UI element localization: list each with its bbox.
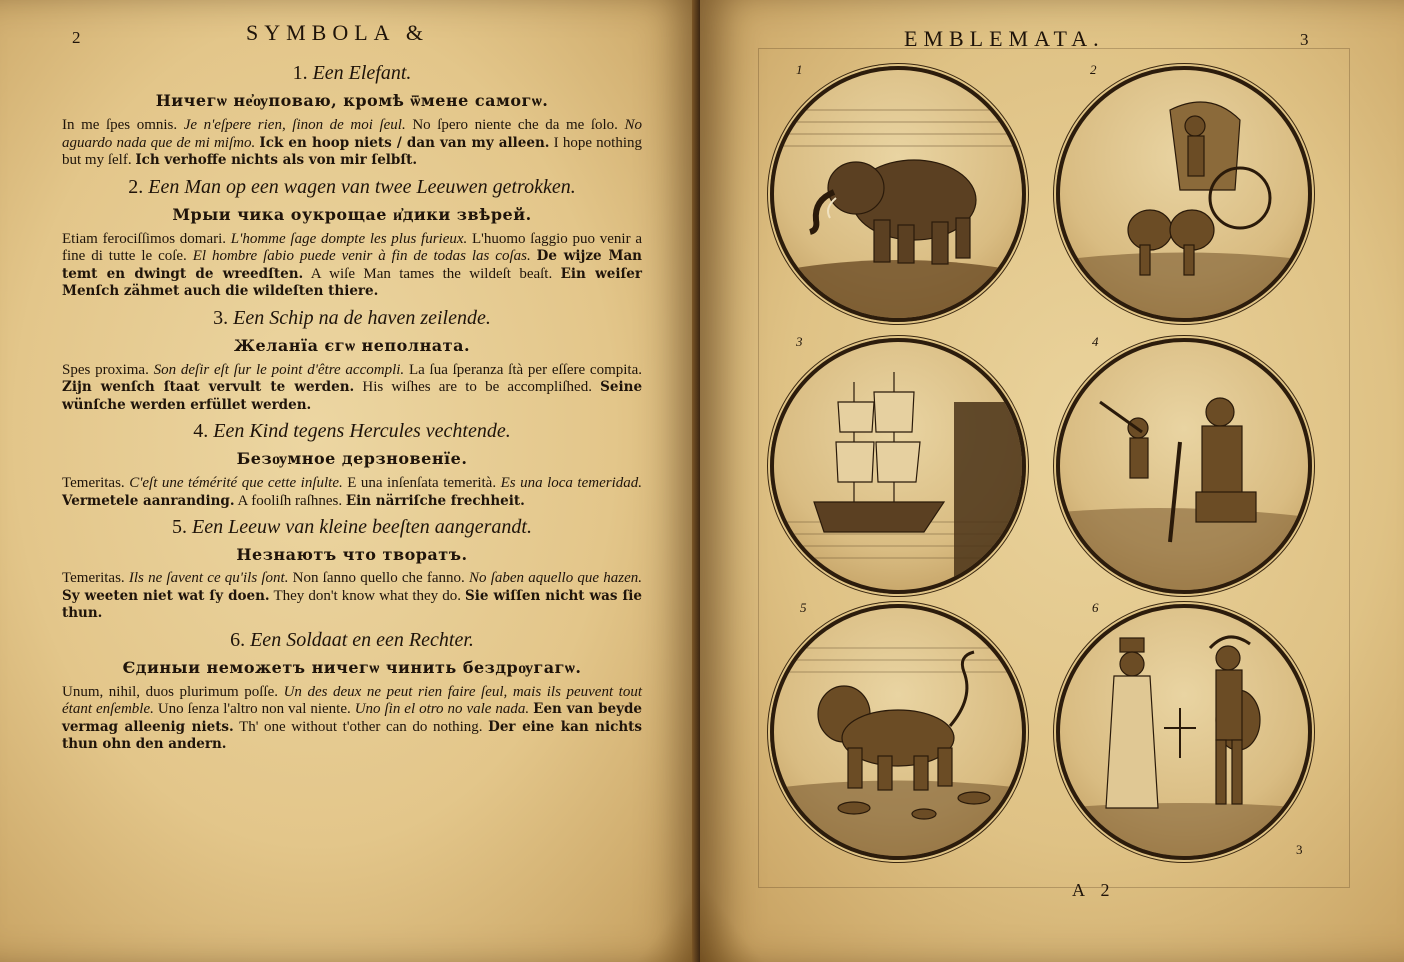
plate-corner-mark: 3 — [1296, 842, 1303, 857]
spanish-motto: Uno ſin el otro no vale nada. — [354, 701, 530, 717]
dutch-motto: Een van beyde vermag alleenig niets. — [62, 701, 642, 735]
english-motto: His wiſhes are to be accompliſhed. — [362, 379, 592, 395]
hercules-engraving — [1060, 342, 1308, 590]
medallion-hercules — [1056, 338, 1312, 594]
dutch-motto: Vermetele aanranding. — [62, 492, 235, 509]
medallion-lion — [770, 604, 1026, 860]
latin-motto: Spes proxima. — [62, 361, 149, 378]
italian-motto: Uno ſenza l'altro non val niente. — [157, 701, 351, 717]
entry-title — [62, 62, 642, 85]
medallion-number: 5 — [800, 600, 807, 615]
elephant-engraving — [774, 70, 1022, 318]
entry-3 — [62, 307, 642, 415]
entry-1 — [62, 62, 642, 170]
entry-slavonic-motto: Ничегѡ не҆ѹповаю, кромѣ ѿмене самогѡ. — [155, 91, 549, 110]
entry-title-text: Een Kind tegens Hercules vechtende. — [213, 420, 511, 442]
dutch-motto: Zijn wenſch ſtaat vervult te werden. — [62, 379, 355, 395]
latin-motto: In me ſpes omnis. — [62, 117, 178, 133]
ship-engraving — [774, 342, 1022, 590]
english-motto: I hope nothing but my ſelf. — [62, 134, 643, 168]
spanish-motto: El hombre ſabio puede venir à fin de todas las coſas. — [192, 248, 531, 264]
english-motto: They don't know what they do. — [273, 587, 461, 604]
french-motto: Ils ne ſavent ce qu'ils ſont. — [128, 570, 289, 586]
german-motto: Seine wünſche werden erfüllet werden. — [62, 379, 643, 413]
medallion-chariot — [1056, 66, 1312, 322]
entry-number: 5. — [172, 516, 188, 538]
entry-2 — [62, 176, 642, 301]
entry-body — [62, 684, 642, 754]
latin-motto: Temeritas. — [62, 475, 125, 491]
entry-number: 3. — [213, 306, 229, 329]
left-page-number: 2 — [72, 28, 81, 47]
spanish-motto: No ſaben aquello que hazen. — [469, 570, 643, 586]
spanish-motto: No aguardo nada que de mi miſmo. — [62, 117, 643, 151]
entry-body — [62, 117, 642, 170]
entry-slavonic-motto: Єдиныи неможетъ ничегѡ чинить бездрѹгагѡ. — [122, 657, 582, 677]
medallion-number: 6 — [1092, 600, 1099, 615]
medallion-number: 3 — [796, 334, 803, 349]
entry-title-text: Een Man op een wagen van twee Leeuwen getrokken. — [148, 175, 576, 198]
entry-body — [62, 231, 642, 301]
entry-title — [62, 176, 642, 199]
entry-body — [62, 362, 642, 415]
english-motto: Th' one without t'other can do nothing. — [239, 718, 483, 735]
dutch-motto: Sy weeten niet wat ſy doen. — [62, 587, 270, 604]
german-motto: Ein weiſer Menſch zähmet auch die wildeſten thiere. — [62, 265, 642, 299]
entry-slavonic-motto: Незнаютъ что творатъ. — [236, 545, 468, 564]
german-motto: Ein närriſche frechheit. — [345, 492, 525, 509]
spanish-motto: Es una loca temeridad. — [500, 475, 642, 491]
dutch-motto: Ick en hoop niets / dan van my alleen. — [259, 134, 550, 151]
english-motto: A fooliſh raſhnes. — [237, 492, 343, 509]
medallion-elephant — [770, 66, 1026, 322]
right-page — [700, 0, 1404, 962]
german-motto: Ich verhoffe nichts als von mir ſelbſt. — [135, 152, 418, 168]
entry-title-text: Een Soldaat en een Rechter. — [250, 628, 474, 651]
chariot-engraving — [1060, 70, 1308, 318]
german-motto: Der eine kan nichts thun ohn den andern. — [62, 718, 642, 752]
entry-title — [62, 420, 642, 443]
italian-motto: L'huomo ſaggio puo venir a fine di tutte le coſe. — [62, 230, 642, 264]
right-running-head: EMBLEMATA. — [904, 26, 1105, 51]
entry-title — [62, 629, 642, 652]
entry-5 — [62, 516, 642, 623]
french-motto: C'eſt une témérité que cette inſulte. — [129, 475, 343, 491]
latin-motto: Unum, nihil, duos plurimum poſſe. — [62, 683, 278, 700]
medallion-soldier-judge — [1056, 604, 1312, 860]
right-page-number: 3 — [1300, 30, 1309, 49]
entry-title-text: Een Elefant. — [312, 62, 412, 84]
latin-motto: Etiam ferociſſimos domari. — [62, 230, 227, 247]
left-running-head: SYMBOLA & — [246, 20, 429, 45]
printer-signature: A 2 — [1072, 880, 1116, 900]
medallion-number: 4 — [1092, 334, 1099, 349]
french-motto: Je n'eſpere rien, ſinon de moi ſeul. — [183, 117, 406, 133]
entry-number: 1. — [292, 62, 308, 84]
emblem-entries — [62, 58, 642, 760]
entry-slavonic-motto: Мрыи чика оукрощае и҆дики звѣрей. — [172, 204, 532, 224]
italian-motto: No ſpero niente che da me ſolo. — [412, 117, 618, 133]
entry-body — [62, 475, 642, 510]
entry-4 — [62, 420, 642, 510]
latin-motto: Temeritas. — [62, 570, 125, 586]
english-motto: A wiſe Man tames the wildeſt beaſt. — [310, 265, 553, 282]
entry-6 — [62, 629, 642, 754]
italian-motto: Non ſanno quello che fanno. — [292, 570, 465, 586]
french-motto: Un des deux ne peut rien faire ſeul, mais ils peuvent tout étant enſemble. — [62, 683, 643, 717]
medallion-number: 2 — [1090, 62, 1097, 77]
entry-number: 2. — [128, 175, 144, 198]
lion-engraving — [774, 608, 1022, 856]
entry-slavonic-motto: Безѹмное дерзновенїе. — [236, 449, 468, 468]
entry-title — [62, 516, 642, 539]
entry-title-text: Een Schip na de haven zeilende. — [233, 306, 491, 329]
italian-motto: E una inſenſata temerità. — [347, 475, 497, 491]
dutch-motto: De wijze Man temt en dwingt de wreedſten. — [62, 248, 642, 282]
entry-number: 4. — [193, 420, 209, 442]
entry-body — [62, 570, 642, 623]
german-motto: Sie wiſſen nicht was ſie thun. — [62, 587, 643, 621]
entry-title — [62, 307, 642, 330]
french-motto: L'homme ſage dompte les plus furieux. — [230, 230, 468, 247]
french-motto: Son deſir eſt ſur le point d'être accompli. — [153, 361, 405, 378]
left-page — [0, 0, 700, 962]
entry-slavonic-motto: Желанїа єгѡ неполната. — [233, 335, 471, 355]
soldier-judge-engraving — [1060, 608, 1308, 856]
entry-title-text: Een Leeuw van kleine beeſten aangerandt. — [192, 516, 532, 538]
medallion-ship — [770, 338, 1026, 594]
italian-motto: La ſua ſperanza ſtà per eſſere compita. — [408, 361, 642, 378]
medallion-number: 1 — [796, 62, 803, 77]
entry-number: 6. — [230, 628, 246, 651]
